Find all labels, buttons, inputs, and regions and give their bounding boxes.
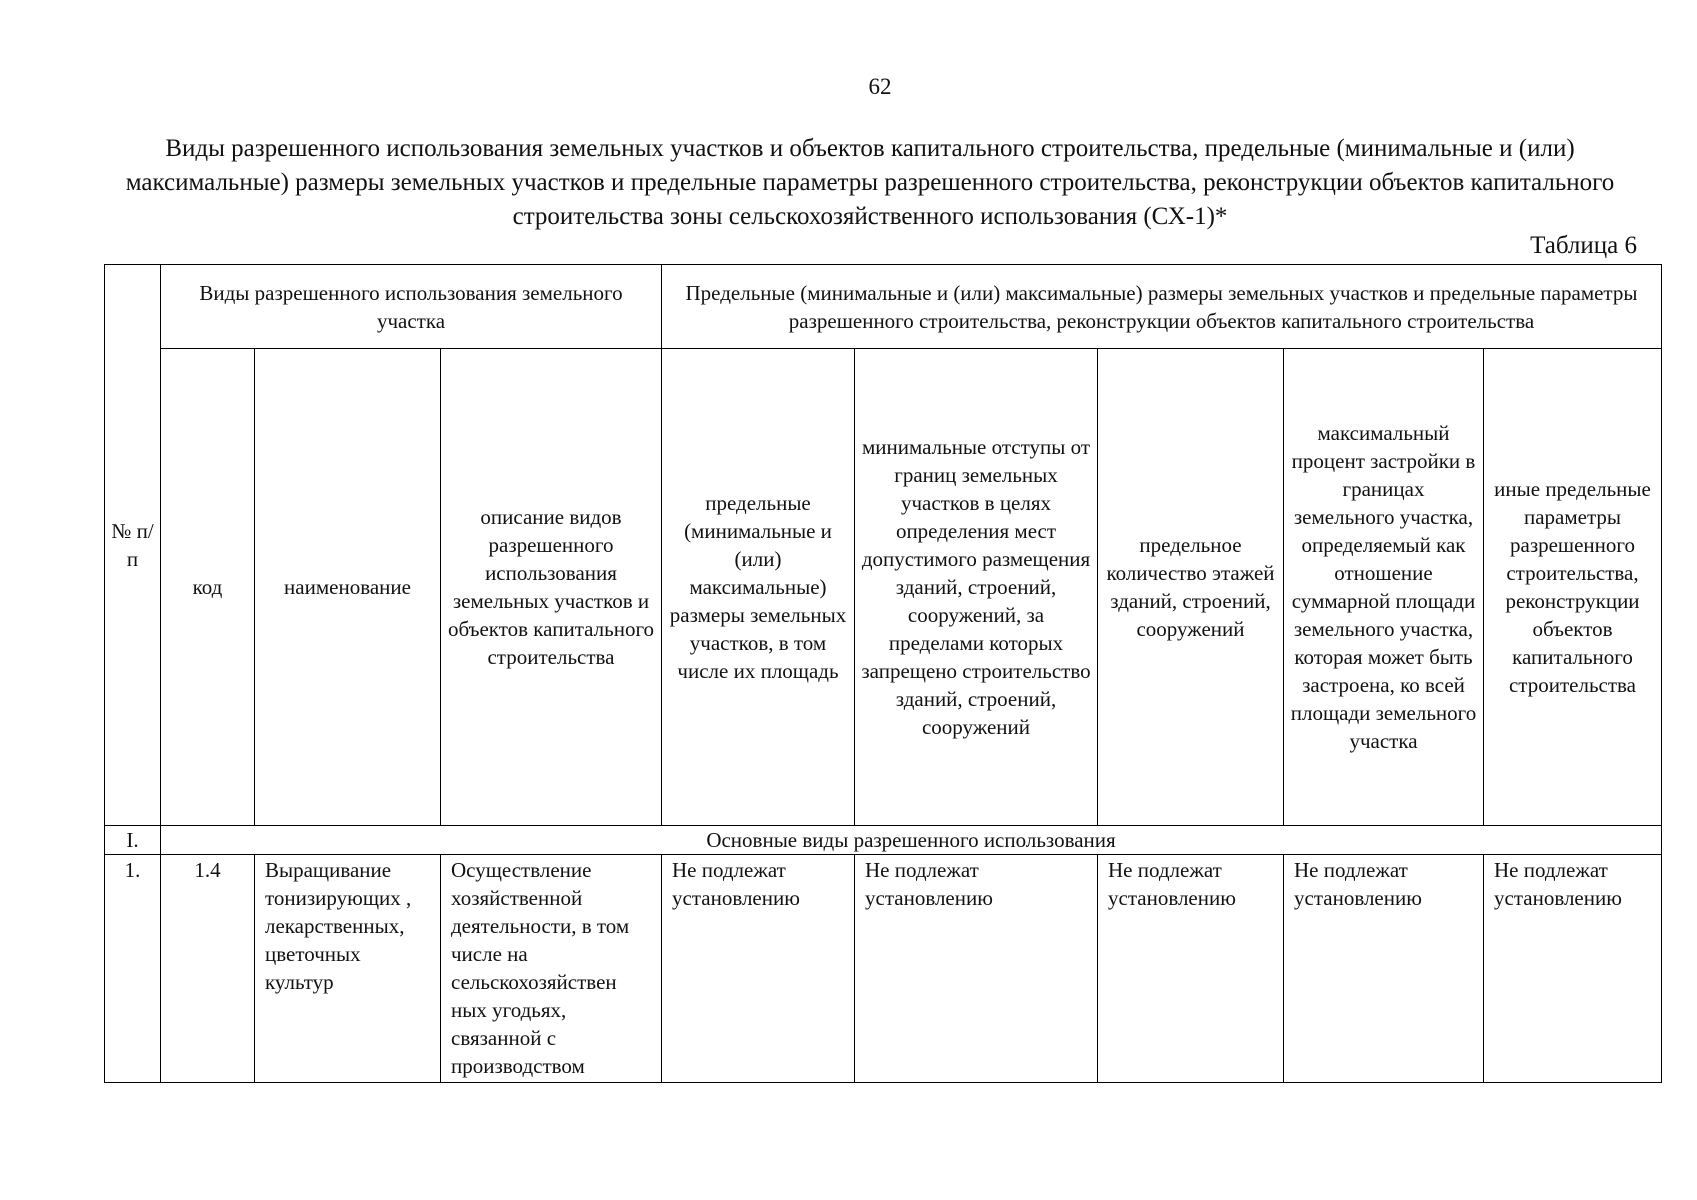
header-coverage: максимальный процент застройки в границах земельного участка, определяемый как отношение суммарной площади земельного участка, которая может быть застроена, ко всей площади земельного участка [1284, 349, 1484, 826]
table-caption: Таблица 6 [1530, 232, 1637, 259]
row-code: 1.4 [161, 855, 255, 1083]
row-floors: Не подлежат установлению [1098, 855, 1284, 1083]
row-other-parameters: Не подлежат установлению [1484, 855, 1662, 1083]
row-coverage: Не подлежат установлению [1284, 855, 1484, 1083]
header-row-number: № п/п [105, 265, 161, 826]
section-number: I. [105, 826, 161, 855]
row-description: Осуществление хозяйственной деятельности, в том числе на сельскохозяйствен ных угодьях, связанной с производством [441, 855, 662, 1083]
header-floors: предельное количество этажей зданий, строений, сооружений [1098, 349, 1284, 826]
zoning-parameters-table [104, 264, 1662, 1083]
section-label: Основные виды разрешенного использования [161, 826, 1662, 855]
header-setbacks: минимальные отступы от границ земельных участков в целях определения мест допустимого размещения зданий, строений, сооружений, за пределами которых запрещено строительство зданий, строений, сооружений [855, 349, 1098, 826]
header-description: описание видов разрешенного использования земельных участков и объектов капитального строительства [441, 349, 662, 826]
header-group-limit-parameters: Предельные (минимальные и (или) максимальные) размеры земельных участков и предельные параметры разрешенного строительства, реконструкции объектов капитального строительства [662, 265, 1662, 349]
header-code: код [161, 349, 255, 826]
row-setbacks: Не подлежат установлению [855, 855, 1098, 1083]
header-group-permitted-uses: Виды разрешенного использования земельного участка [161, 265, 662, 349]
row-name: Выращивание тонизирующих , лекарственных, цветочных культур [255, 855, 441, 1083]
table-row [105, 855, 1662, 1083]
page-number: 62 [868, 74, 892, 99]
row-plot-size: Не подлежат установлению [662, 855, 855, 1083]
row-number: 1. [105, 855, 161, 1083]
header-plot-size: предельные (минимальные и (или) максимальные) размеры земельных участков, в том числе их площадь [662, 349, 855, 826]
header-name: наименование [255, 349, 441, 826]
header-other-parameters: иные предельные параметры разрешенного строительства, реконструкции объектов капитального строительства [1484, 349, 1662, 826]
document-title: Виды разрешенного использования земельных участков и объектов капитального строительства, предельные (минимальные и (или) максимальные) размеры земельных участков и предельные параметры разрешенного строительства, реконструкции объектов капитального строительства зоны сельскохозяйственного использования (СХ-1)* [125, 135, 1615, 230]
